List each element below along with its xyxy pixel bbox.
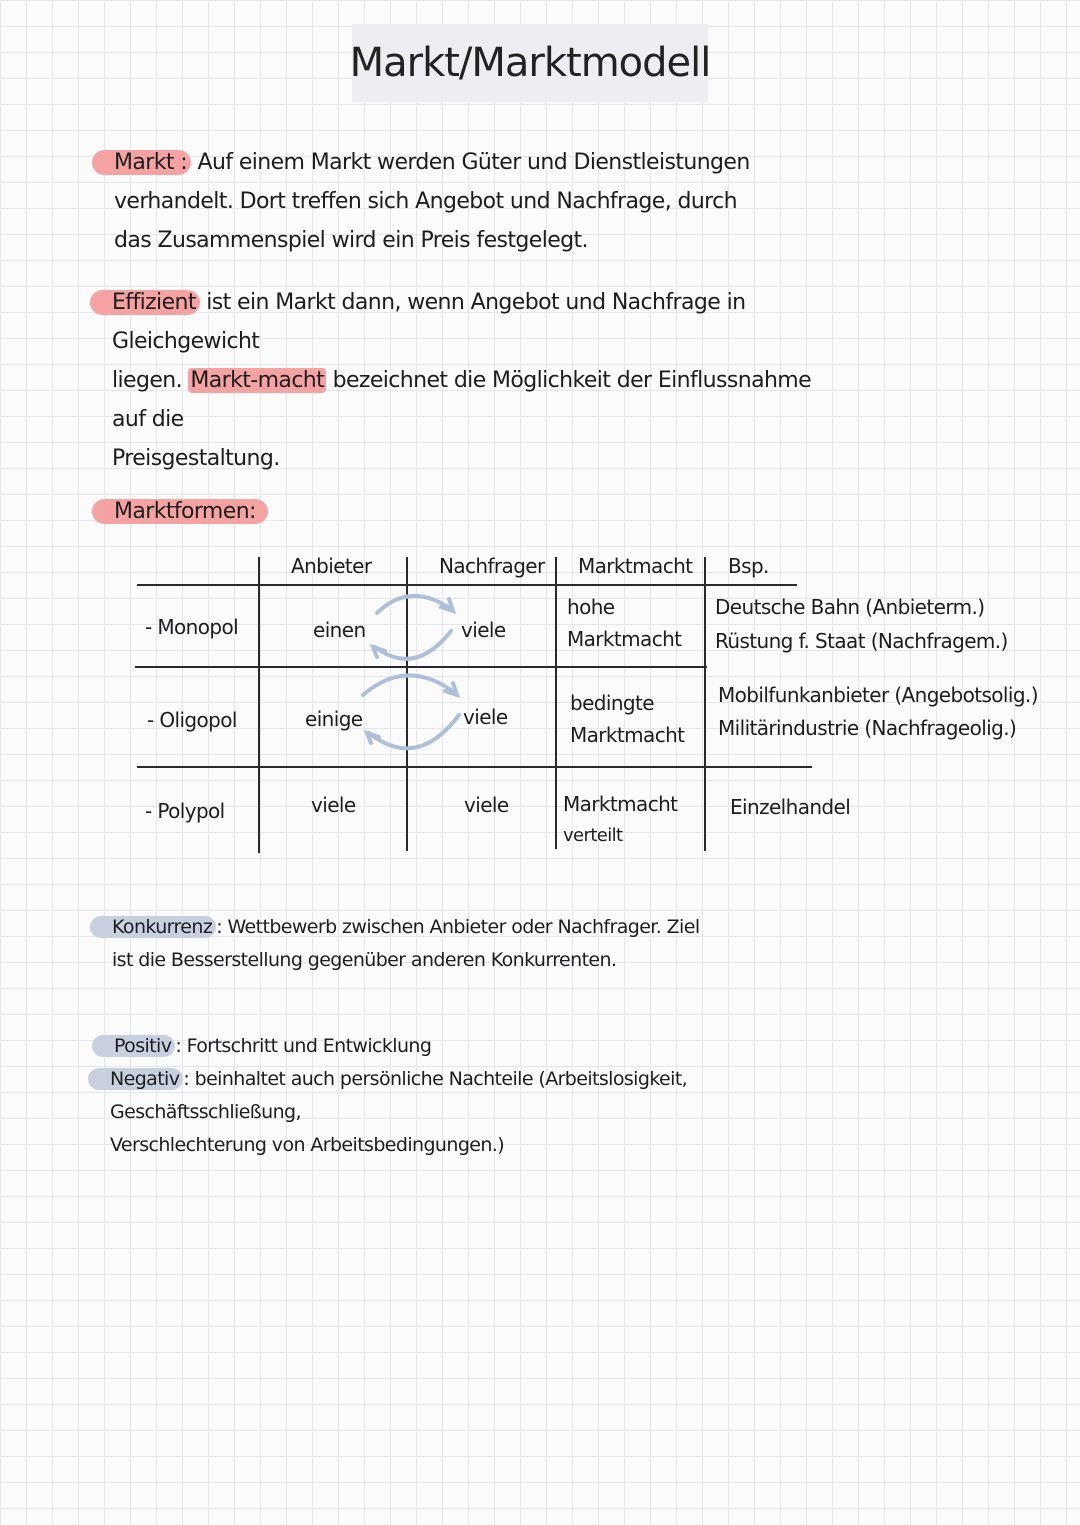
row-monopol-bsp1: Deutsche Bahn (Anbieterm.) bbox=[715, 595, 985, 619]
marktmacht-term: Markt-macht bbox=[190, 368, 325, 393]
effizient-definition: Effizient ist ein Markt dann, wenn Angebot und Nachfrage in Gleichgewicht liegen. Markt-macht bezeichnet die Möglichkeit der Einflussnahme auf die Preisgestaltung. bbox=[112, 283, 832, 478]
row-monopol-name: - Monopol bbox=[145, 615, 239, 639]
row-polypol-name: - Polypol bbox=[145, 799, 225, 823]
table-line bbox=[137, 584, 797, 586]
page-title: Markt/Marktmodell bbox=[352, 24, 708, 102]
row-oligopol-bsp2: Militärindustrie (Nachfrageolig.) bbox=[718, 716, 1017, 740]
row-oligopol-anbieter: einige bbox=[305, 707, 363, 731]
row-oligopol-name: - Oligopol bbox=[147, 708, 237, 732]
header-bsp: Bsp. bbox=[728, 554, 769, 578]
row-oligopol-nachfrager: viele bbox=[463, 705, 508, 729]
negativ-definition: Negativ : beinhaltet auch persönliche Nachteile (Arbeitslosigkeit, Geschäftsschließung, Verschlechterung von Arbeitsbedingungen.) bbox=[110, 1063, 870, 1162]
row-monopol-nachfrager: viele bbox=[461, 618, 506, 642]
row-monopol-bsp2: Rüstung f. Staat (Nachfragem.) bbox=[715, 629, 1008, 653]
row-polypol-nachfrager: viele bbox=[464, 793, 509, 817]
markt-term: Markt : bbox=[92, 150, 191, 175]
row-polypol-bsp1: Einzelhandel bbox=[730, 795, 851, 819]
row-oligopol-bsp1: Mobilfunkanbieter (Angebotsolig.) bbox=[718, 683, 1038, 707]
negativ-term: Negativ bbox=[88, 1068, 183, 1090]
row-polypol-macht2: verteilt bbox=[563, 825, 623, 846]
row-polypol-macht1: Marktmacht bbox=[563, 792, 678, 816]
konkurrenz-definition: Konkurrenz : Wettbewerb zwischen Anbieter oder Nachfrager. Ziel ist die Besserstellung gegenüber anderen Konkurrenten. bbox=[112, 911, 812, 977]
table-line bbox=[258, 557, 260, 853]
header-marktmacht: Marktmacht bbox=[578, 554, 693, 578]
table-line bbox=[704, 557, 706, 851]
header-nachfrager: Nachfrager bbox=[439, 554, 545, 578]
row-monopol-macht1: hohe bbox=[567, 595, 615, 619]
table-line bbox=[555, 557, 557, 849]
effizient-term: Effizient bbox=[90, 290, 200, 315]
row-monopol-anbieter: einen bbox=[313, 618, 366, 642]
row-monopol-macht2: Marktmacht bbox=[567, 627, 682, 651]
marktformen-heading: Marktformen: bbox=[114, 492, 268, 531]
exchange-arrows-icon bbox=[355, 585, 465, 765]
header-anbieter: Anbieter bbox=[291, 554, 372, 578]
table-line bbox=[137, 766, 812, 768]
row-oligopol-macht2: Marktmacht bbox=[570, 723, 685, 747]
positiv-term: Positiv bbox=[92, 1035, 175, 1057]
konkurrenz-term: Konkurrenz bbox=[90, 916, 216, 938]
row-polypol-anbieter: viele bbox=[311, 793, 356, 817]
positiv-line: Positiv : Fortschritt und Entwicklung bbox=[114, 1030, 874, 1063]
markt-definition: Markt : Auf einem Markt werden Güter und Dienstleistungen verhandelt. Dort treffen sich Angebot und Nachfrage, durch das Zusammenspiel wird ein Preis festgelegt. bbox=[114, 143, 814, 260]
row-oligopol-macht1: bedingte bbox=[570, 691, 654, 715]
